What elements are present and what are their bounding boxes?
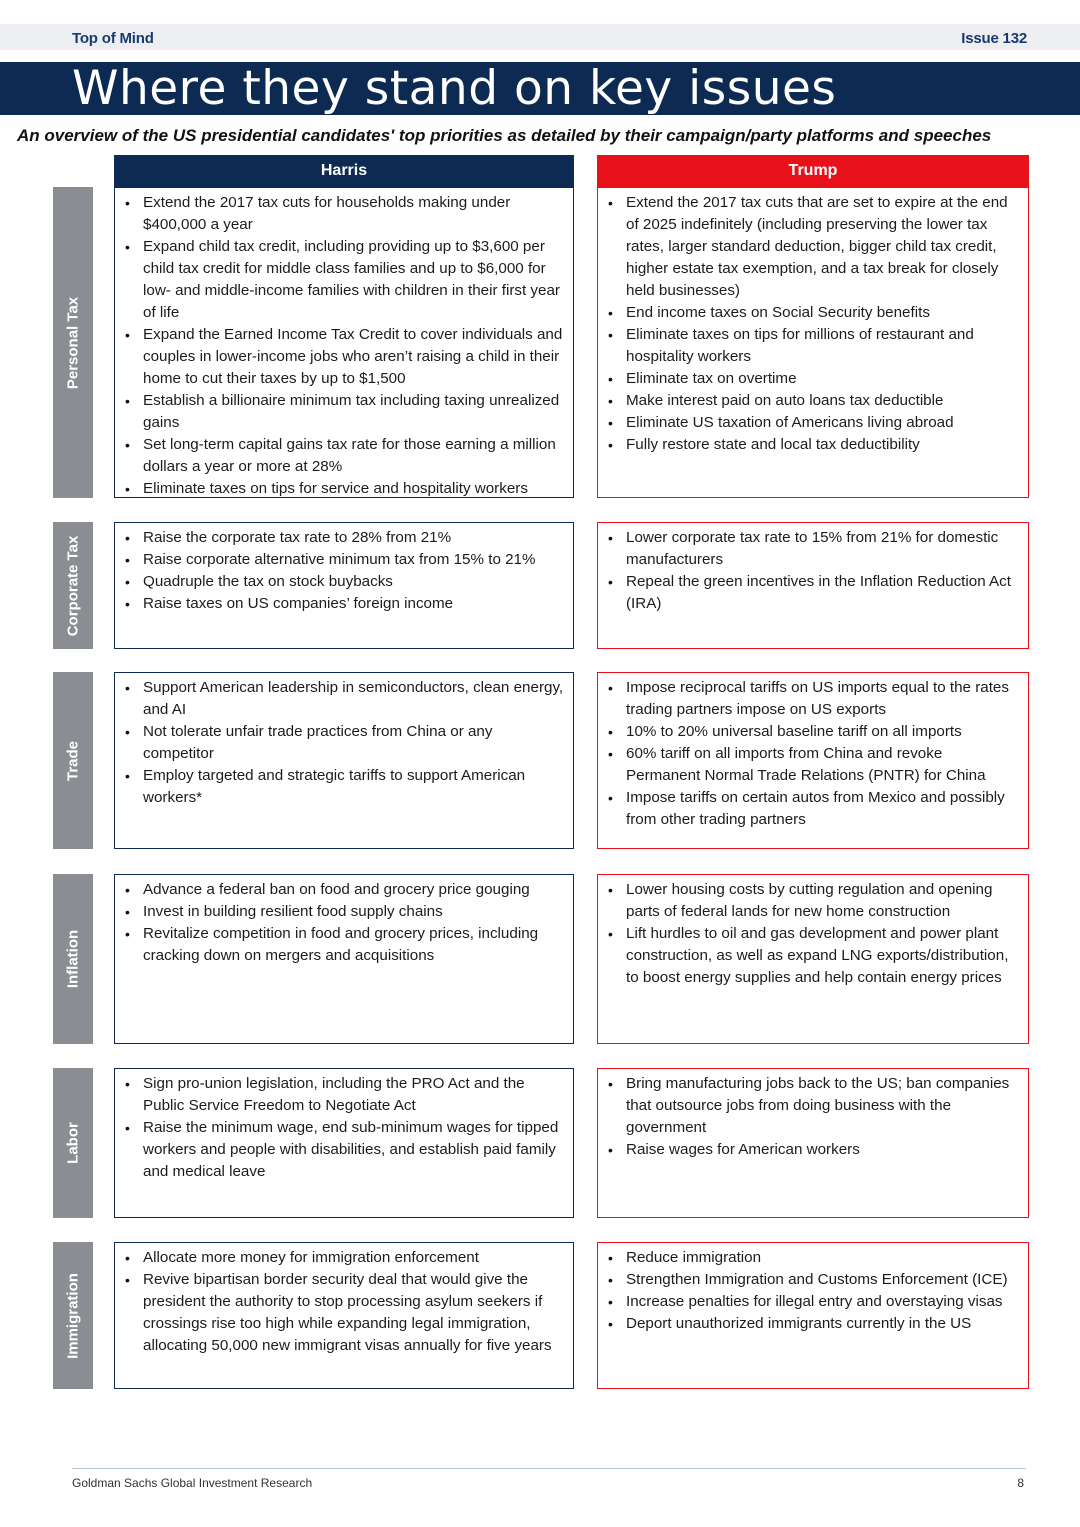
harris-corporate-tax-box [114, 522, 574, 649]
bullet-item: • Bring manufacturing jobs back to the US; ban companies that outsource jobs from doing business with the government [598, 1073, 1028, 1139]
publication-name: Top of Mind [72, 30, 154, 47]
trump-inflation-box [597, 874, 1029, 1044]
bullet-item: • Extend the 2017 tax cuts for households making under $400,000 a year [115, 192, 573, 236]
bullet-list [115, 1069, 573, 1183]
bullet-list [598, 1069, 1028, 1161]
bullet-item: • Raise the minimum wage, end sub-minimum wages for tipped workers and people with disabilities, and establish paid family and medical leave [115, 1117, 573, 1183]
bullet-item: • Impose tariffs on certain autos from Mexico and possibly from other trading partners [598, 787, 1028, 831]
bullet-item: • Employ targeted and strategic tariffs to support American workers* [115, 765, 573, 809]
bullet-item: • Raise wages for American workers [598, 1139, 1028, 1161]
bullet-item: • Revitalize competition in food and grocery prices, including cracking down on mergers and acquisitions [115, 923, 573, 967]
harris-trade-box [114, 672, 574, 849]
bullet-item: • Expand child tax credit, including providing up to $3,600 per child tax credit for middle class families and up to $6,000 for low- and middle-income families with children in their first year of life [115, 236, 573, 324]
footer-divider [72, 1468, 1026, 1469]
bullet-item: • Lower corporate tax rate to 15% from 21% for domestic manufacturers [598, 527, 1028, 571]
bullet-item: • Eliminate US taxation of Americans living abroad [598, 412, 1028, 434]
bullet-list [598, 875, 1028, 989]
bullet-list [598, 188, 1028, 456]
trump-trade-box [597, 672, 1029, 849]
row-label-text: Inflation [64, 929, 82, 989]
bullet-item: • Deport unauthorized immigrants currently in the US [598, 1313, 1028, 1335]
harris-inflation-box [114, 874, 574, 1044]
title-bar [0, 62, 1080, 115]
row-label-text: Personal Tax [64, 296, 82, 389]
bullet-list [598, 523, 1028, 615]
bullet-list [115, 1243, 573, 1357]
harris-personal-tax-box [114, 187, 574, 498]
bullet-item: • Not tolerate unfair trade practices from China or any competitor [115, 721, 573, 765]
bullet-item: • Set long-term capital gains tax rate for those earning a million dollars a year or more at 28% [115, 434, 573, 478]
bullet-item: • Eliminate taxes on tips for service and hospitality workers [115, 478, 573, 500]
bullet-list [598, 673, 1028, 831]
trump-immigration-box [597, 1242, 1029, 1389]
row-label-text: Corporate Tax [64, 535, 82, 636]
trump-labor-box [597, 1068, 1029, 1218]
bullet-item: • Revive bipartisan border security deal that would give the president the authority to stop processing asylum seekers if crossings rise too high while expanding legal immigration, allocating 50,000 new immigrant visas annually for five years [115, 1269, 573, 1357]
bullet-item: • 10% to 20% universal baseline tariff on all imports [598, 721, 1028, 743]
bullet-item: • Advance a federal ban on food and grocery price gouging [115, 879, 573, 901]
issue-number: Issue 132 [961, 30, 1027, 47]
bullet-item: • Sign pro-union legislation, including the PRO Act and the Public Service Freedom to Negotiate Act [115, 1073, 573, 1117]
bullet-item: • Lift hurdles to oil and gas development and power plant construction, as well as expand LNG exports/distribution, to boost energy supplies and help contain energy prices [598, 923, 1028, 989]
bullet-list [115, 875, 573, 967]
page-number: 8 [1017, 1476, 1024, 1490]
bullet-item: • Allocate more money for immigration enforcement [115, 1247, 573, 1269]
bullet-item: • Fully restore state and local tax deductibility [598, 434, 1028, 456]
bullet-item: • Impose reciprocal tariffs on US imports equal to the rates trading partners impose on US exports [598, 677, 1028, 721]
bullet-item: • Extend the 2017 tax cuts that are set to expire at the end of 2025 indefinitely (including preserving the lower tax rates, larger standard deduction, bigger child tax credit, higher estate tax exemption, and a tax break for closely held businesses) [598, 192, 1028, 302]
bullet-item: • Support American leadership in semiconductors, clean energy, and AI [115, 677, 573, 721]
top-bar [0, 24, 1080, 50]
trump-column-header: Trump [597, 155, 1029, 187]
row-label-text: Immigration [64, 1272, 82, 1359]
bullet-item: • Strengthen Immigration and Customs Enforcement (ICE) [598, 1269, 1028, 1291]
bullet-list [115, 188, 573, 500]
bullet-item: • Quadruple the tax on stock buybacks [115, 571, 573, 593]
bullet-item: • Reduce immigration [598, 1247, 1028, 1269]
harris-labor-box [114, 1068, 574, 1218]
row-label-labor [53, 1068, 93, 1218]
harris-column-header: Harris [114, 155, 574, 187]
bullet-item: • Repeal the green incentives in the Inflation Reduction Act (IRA) [598, 571, 1028, 615]
trump-personal-tax-box [597, 187, 1029, 498]
row-label-trade [53, 672, 93, 849]
bullet-item: • Increase penalties for illegal entry and overstaying visas [598, 1291, 1028, 1313]
bullet-item: • Establish a billionaire minimum tax including taxing unrealized gains [115, 390, 573, 434]
bullet-item: • Expand the Earned Income Tax Credit to cover individuals and couples in lower-income jobs who aren’t raising a child in their home to cut their taxes by up to $1,500 [115, 324, 573, 390]
bullet-item: • Lower housing costs by cutting regulation and opening parts of federal lands for new home construction [598, 879, 1028, 923]
row-label-inflation [53, 874, 93, 1044]
row-label-personal-tax [53, 187, 93, 498]
bullet-item: • Raise corporate alternative minimum tax from 15% to 21% [115, 549, 573, 571]
bullet-item: • Eliminate taxes on tips for millions of restaurant and hospitality workers [598, 324, 1028, 368]
bullet-item: • Invest in building resilient food supply chains [115, 901, 573, 923]
footer-source: Goldman Sachs Global Investment Research [72, 1476, 313, 1490]
bullet-item: • 60% tariff on all imports from China and revoke Permanent Normal Trade Relations (PNTR) for China [598, 743, 1028, 787]
row-label-text: Labor [64, 1122, 82, 1164]
row-label-text: Trade [64, 740, 82, 781]
bullet-list [115, 673, 573, 809]
bullet-item: • Eliminate tax on overtime [598, 368, 1028, 390]
bullet-list [598, 1243, 1028, 1335]
page-subtitle: An overview of the US presidential candidates' top priorities as detailed by their campaign/party platforms and speeches [17, 126, 992, 145]
row-label-immigration [53, 1242, 93, 1389]
row-label-corporate-tax [53, 522, 93, 649]
trump-corporate-tax-box [597, 522, 1029, 649]
page-title: Where they stand on key issues [72, 61, 837, 116]
bullet-item: • Raise taxes on US companies’ foreign income [115, 593, 573, 615]
harris-immigration-box [114, 1242, 574, 1389]
bullet-item: • End income taxes on Social Security benefits [598, 302, 1028, 324]
bullet-item: • Make interest paid on auto loans tax deductible [598, 390, 1028, 412]
bullet-item: • Raise the corporate tax rate to 28% from 21% [115, 527, 573, 549]
bullet-list [115, 523, 573, 615]
